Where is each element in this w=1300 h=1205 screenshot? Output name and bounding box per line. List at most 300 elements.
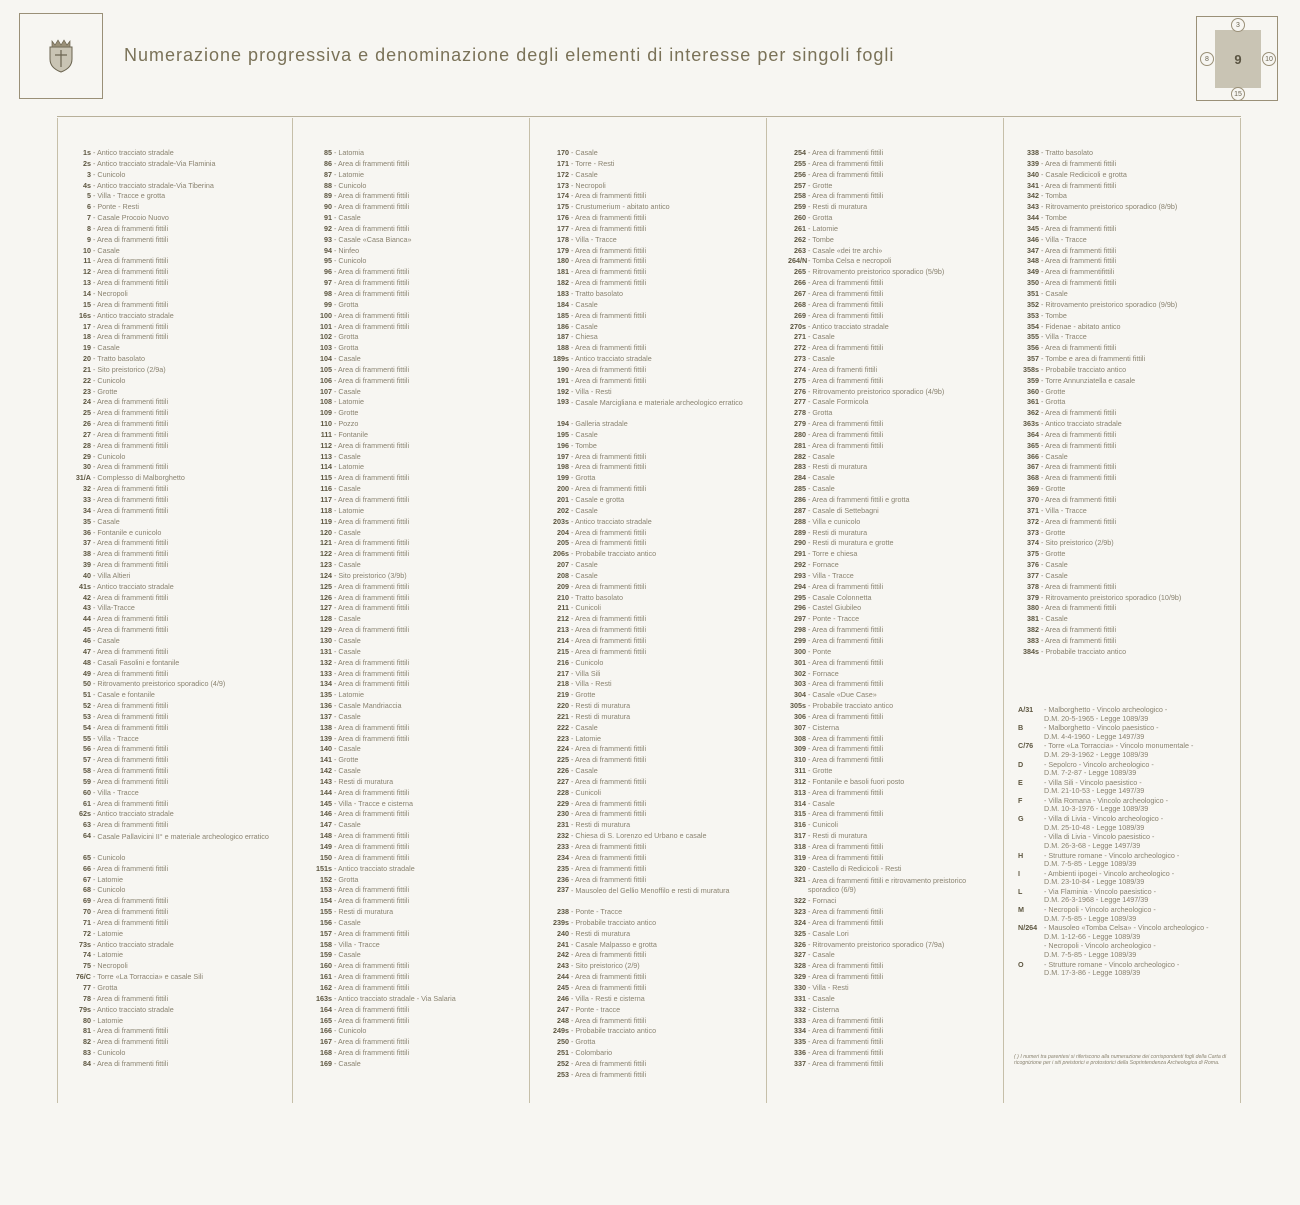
item-label: - Grotte: [334, 755, 359, 765]
item-label: - Area di frammenti fittili: [334, 603, 410, 613]
item-label: - Casale: [334, 213, 361, 223]
item-number: 80: [83, 1015, 91, 1025]
list-item: [788, 181, 992, 192]
item-number: 107: [320, 386, 332, 396]
item-number: 357: [1027, 354, 1039, 364]
list-item: [788, 582, 992, 593]
list-item: [1021, 571, 1181, 582]
item-label: - Tombe: [1041, 213, 1067, 223]
item-number: 44: [83, 614, 91, 624]
list-item: [314, 582, 456, 593]
list-item: [551, 170, 755, 181]
item-label: - Villa - Tracce: [1041, 505, 1087, 515]
list-item: [314, 853, 456, 864]
item-label: - Villa - Tracce: [1041, 332, 1087, 342]
list-item: [73, 918, 277, 929]
item-number: 157: [320, 928, 332, 938]
list-item: [73, 452, 277, 463]
item-label: - Area di frammenti fittili: [571, 744, 647, 754]
item-label: - Area di frammenti fittili: [93, 462, 169, 472]
list-item: [788, 820, 992, 831]
list-item: [73, 593, 277, 604]
item-number: 316: [794, 820, 806, 830]
list-item: [1021, 408, 1181, 419]
item-number: 363s: [1023, 419, 1039, 429]
item-label: - Casale: [571, 505, 598, 515]
item-number: 313: [794, 787, 806, 797]
item-number: 258: [794, 191, 806, 201]
item-number: 234: [557, 852, 569, 862]
list-item: [788, 636, 992, 647]
item-label: - Area di frammenti fittili: [93, 766, 169, 776]
item-label: - Grotte: [808, 766, 833, 776]
item-number: 84: [83, 1058, 91, 1068]
legend-code: L: [1018, 886, 1023, 896]
list-item: [788, 1048, 992, 1059]
item-label: - Area di frammenti fittili: [1041, 603, 1117, 613]
item-number: 171: [557, 158, 569, 168]
item-label: - Area di frammenti fittili: [571, 1058, 647, 1068]
item-number: 102: [320, 332, 332, 342]
item-label: - Area di frammenti fittili: [571, 484, 647, 494]
item-label: - Area di frammenti fittili: [571, 842, 647, 851]
legend-item: [1018, 942, 1234, 960]
item-label: - Ritrovamento preistorico sporadico (5/9b): [808, 267, 945, 277]
list-item: [73, 528, 277, 539]
item-number: 1s: [83, 148, 91, 157]
item-number: 179: [557, 245, 569, 255]
item-number: 180: [557, 256, 569, 266]
list-item: [314, 831, 456, 842]
list-item: [788, 170, 992, 181]
list-item: [551, 506, 755, 517]
list-item: [551, 1037, 755, 1048]
item-label: - Area di frammenti fittili: [334, 961, 410, 971]
item-label: - Area di frammenti fittili: [334, 896, 410, 906]
list-column-3: [551, 148, 755, 1081]
item-number: 176: [557, 213, 569, 223]
sheet-east: 10: [1262, 52, 1276, 66]
item-label: - Area di frammenti fittili: [93, 234, 169, 244]
item-label: - Resti di muratura: [808, 462, 868, 472]
item-label: - Area di frammenti fittili: [1041, 343, 1117, 353]
list-item: [1021, 278, 1181, 289]
item-label: - Area di frammenti fittili: [1041, 278, 1117, 288]
list-item: [788, 669, 992, 680]
item-label: - Area di frammenti fittili: [334, 657, 410, 667]
list-item: [314, 885, 456, 896]
item-label: - Tomba: [1041, 191, 1067, 201]
list-item: [788, 1026, 992, 1037]
item-label: - Casale: [571, 321, 598, 331]
list-item: [551, 950, 755, 961]
item-number: 15: [83, 299, 91, 309]
item-label: - Area di frammenti fittili: [808, 278, 884, 288]
item-label: - Torre «La Torraccia» e casale Sili: [93, 972, 203, 982]
item-number: 153: [320, 885, 332, 895]
list-item: [73, 560, 277, 571]
list-item: [788, 441, 992, 452]
item-number: 215: [557, 646, 569, 656]
item-number: 86: [324, 158, 332, 168]
item-number: 356: [1027, 343, 1039, 353]
legend-item: [1018, 888, 1234, 906]
list-item: [73, 300, 277, 311]
list-item: [551, 148, 755, 159]
list-item: [73, 332, 277, 343]
item-number: 151s: [316, 863, 332, 873]
list-item: [788, 224, 992, 235]
item-number: 211: [557, 603, 569, 613]
item-number: 89: [324, 191, 332, 201]
item-label: - Antico tracciato stradale: [334, 863, 415, 873]
item-label: - Sito preistorico (3/9b): [334, 570, 407, 580]
item-number: 382: [1027, 625, 1039, 635]
list-item: [551, 571, 755, 582]
list-item: [1021, 148, 1181, 159]
item-label: - Area di frammenti fittili: [93, 820, 169, 830]
list-item: [314, 679, 456, 690]
item-label: - Resti di muratura: [808, 527, 868, 537]
item-number: 251: [557, 1048, 569, 1058]
item-label: - Casale: [808, 484, 835, 494]
item-number: 173: [557, 180, 569, 190]
item-label: - Grotta: [334, 299, 359, 309]
item-number: 156: [320, 917, 332, 927]
list-item: [73, 462, 277, 473]
list-item: [73, 809, 277, 820]
item-number: 335: [794, 1037, 806, 1047]
item-label: - Area di frammenti fittili: [93, 440, 169, 450]
list-item: [314, 571, 456, 582]
item-label: - Area di frammenti fittili: [93, 495, 169, 504]
item-label: - Area di frammenti fittili: [334, 473, 410, 483]
list-item: [1021, 213, 1181, 224]
item-number: 229: [557, 798, 569, 808]
item-number: 154: [320, 896, 332, 906]
item-number: 332: [794, 1004, 806, 1014]
item-label: - Area di frammenti fittili: [93, 625, 169, 635]
list-item: [73, 343, 277, 354]
list-item: [551, 636, 755, 647]
item-label: - Ritrovamento preistorico sporadico (7/9a): [808, 939, 945, 949]
item-label: - Latomie: [93, 1015, 123, 1025]
footnote: ( ) I numeri tra parentesi si riferiscono alla numerazione dei corrispondenti fogli della Carta di ricognizione per i siti preistorici e protostorici della Soprintendenza Archeologica di Roma.: [1014, 1054, 1227, 1067]
item-number: 291: [794, 549, 806, 559]
list-item: [1021, 430, 1181, 441]
item-number: 236: [557, 874, 569, 884]
item-number: 61: [83, 798, 91, 808]
list-item: [73, 799, 277, 810]
item-number: 131: [320, 646, 332, 656]
legend-code: B: [1018, 723, 1024, 733]
item-label: - Area di frammenti fittili: [808, 310, 884, 320]
list-item: [1021, 560, 1181, 571]
list-item: [551, 462, 755, 473]
item-label: - Fornaci: [808, 896, 837, 906]
item-label: - Area di frammenti fittili: [808, 1058, 884, 1068]
item-label: - Area di frammenti fittili: [1041, 429, 1117, 439]
list-item: [551, 788, 755, 799]
list-item: [788, 289, 992, 300]
item-number: 182: [557, 278, 569, 288]
item-label: - Casale: [808, 473, 835, 483]
legend-item: [1018, 761, 1234, 779]
item-number: 47: [83, 646, 91, 656]
list-item: [1021, 354, 1181, 365]
item-number: 231: [557, 820, 569, 830]
item-label: - Area di frammenti fittili: [93, 1037, 169, 1047]
item-number: 71: [83, 917, 91, 927]
list-item: [788, 202, 992, 213]
item-label: - Probabile tracciato antico: [571, 1026, 657, 1036]
item-label: - Area di frammenti fittili: [808, 419, 884, 429]
item-number: 226: [557, 766, 569, 776]
list-item: [788, 191, 992, 202]
item-label: - Area di frammenti fittili: [571, 278, 647, 288]
item-label: - Casali Fasolini e fontanile: [93, 657, 180, 667]
item-number: 309: [794, 744, 806, 754]
list-item: [788, 159, 992, 170]
list-item: [73, 1016, 277, 1027]
item-label: - Cunicolo: [93, 852, 126, 862]
list-item: [551, 1059, 755, 1070]
item-label: - Casale: [808, 798, 835, 808]
list-item: [73, 278, 277, 289]
item-number: 168: [320, 1048, 332, 1058]
item-number: 230: [557, 809, 569, 819]
list-column-2: [314, 148, 456, 1070]
item-label: - Area di frammenti fittili: [93, 256, 169, 266]
current-sheet: 9: [1215, 30, 1261, 88]
item-number: 77: [83, 982, 91, 992]
item-label: - Area di frammenti fittili: [93, 332, 169, 342]
list-item: [788, 256, 992, 267]
list-item: [73, 246, 277, 257]
item-label: - Villa Altieri: [93, 570, 131, 580]
item-number: 104: [320, 354, 332, 364]
list-item: [73, 875, 277, 886]
item-label: - Area di frammenti fittili: [808, 917, 884, 927]
item-number: 322: [794, 896, 806, 906]
list-item: [314, 235, 456, 246]
list-item: [551, 625, 755, 636]
item-number: 303: [794, 679, 806, 689]
item-label: - Area di frammenti fittili: [334, 158, 410, 168]
item-number: 301: [794, 657, 806, 667]
item-label: - Area di frammenti fittili: [93, 267, 169, 277]
item-number: 381: [1027, 614, 1039, 624]
item-label: - Area di frammenti fittili: [334, 852, 410, 862]
coat-of-arms-icon: [47, 39, 75, 73]
legend-code: D: [1018, 759, 1024, 769]
item-number: 384s: [1023, 646, 1039, 656]
column-divider: [57, 118, 58, 1103]
item-label: - Ritrovamento preistorico sporadico (4/9b): [808, 386, 945, 396]
item-number: 183: [557, 288, 569, 298]
list-item: [314, 376, 456, 387]
item-label: - Villa - Tracce: [571, 234, 617, 244]
item-number: 282: [794, 451, 806, 461]
item-number: 48: [83, 657, 91, 667]
list-item: [551, 603, 755, 614]
list-item: [551, 777, 755, 788]
list-item: [551, 593, 755, 604]
list-item: [551, 181, 755, 192]
list-column-5: [1021, 148, 1181, 658]
item-label: - Area di frammenti fittili: [334, 549, 410, 559]
item-label: - Casale: [334, 711, 361, 721]
item-label: - Area di frammenti fittili: [334, 267, 410, 277]
item-label: - Area di frammenti fittili: [808, 787, 884, 797]
list-item: [73, 788, 277, 799]
item-number: 49: [83, 668, 91, 678]
item-number: 94: [324, 245, 332, 255]
item-number: 310: [794, 755, 806, 765]
item-label: - Area di frammenti fittili: [571, 538, 647, 548]
item-label: - Latomie: [93, 950, 123, 960]
item-number: 14: [83, 288, 91, 298]
item-label: - Fontanile: [334, 429, 368, 439]
list-item: [314, 1005, 456, 1016]
item-label: - Area di frammenti fittili: [808, 288, 884, 298]
item-number: 340: [1027, 169, 1039, 179]
list-item: [73, 885, 277, 896]
list-item: [1021, 593, 1181, 604]
list-item: [551, 256, 755, 267]
item-label: - Antico tracciato stradale: [93, 939, 174, 949]
item-label: - Area di frammenti fittili: [1041, 408, 1117, 418]
item-label: - Area di frammenti fittili: [571, 343, 647, 353]
list-item: [73, 202, 277, 213]
item-label: - Ritrovamento preistorico sporadico (10/9b): [1041, 592, 1182, 602]
list-item: [314, 354, 456, 365]
item-label: - Area di frammenti fittili: [808, 158, 884, 168]
list-item: [73, 256, 277, 267]
item-number: 223: [557, 733, 569, 743]
item-number: 133: [320, 668, 332, 678]
list-item: [314, 940, 456, 951]
item-number: 276: [794, 386, 806, 396]
item-label: - Latomie: [93, 928, 123, 938]
list-item: [314, 322, 456, 333]
item-number: 76/C: [75, 972, 91, 982]
item-label: - Area di frammenti fittili: [808, 148, 884, 157]
item-number: 254: [794, 148, 806, 157]
item-label: - Cunicolo: [334, 256, 367, 266]
list-item: [551, 202, 755, 213]
item-number: 362: [1027, 408, 1039, 418]
list-item: [73, 311, 277, 322]
item-number: 204: [557, 527, 569, 537]
item-label: - Casale: [93, 343, 120, 353]
item-label: - Area di frammenti fittili: [334, 722, 410, 732]
item-label: - Area di frammenti fittili: [334, 842, 410, 851]
list-item: [73, 538, 277, 549]
list-item: [551, 267, 755, 278]
item-number: 298: [794, 625, 806, 635]
item-label: - Area di frammenti fittili: [808, 842, 884, 851]
list-item: [1021, 614, 1181, 625]
list-item: [788, 376, 992, 387]
column-divider: [292, 118, 293, 1103]
item-label: - Pozzo: [334, 419, 359, 429]
list-item: [788, 831, 992, 842]
item-number: 123: [320, 560, 332, 570]
list-item: [551, 701, 755, 712]
item-number: 218: [557, 679, 569, 689]
item-label: - Casale Redicicoli e grotta: [1041, 169, 1127, 179]
list-item: [73, 419, 277, 430]
list-item: [73, 170, 277, 181]
item-number: 302: [794, 668, 806, 678]
list-item: [314, 332, 456, 343]
legend-text: - Sepolcro - Vincolo archeologico - D.M. 7-2-87 - Legge 1089/39: [1044, 759, 1154, 778]
item-number: 219: [557, 690, 569, 700]
legend-code: [1018, 942, 1044, 960]
item-number: 75: [83, 961, 91, 971]
item-number: 216: [557, 657, 569, 667]
item-number: 261: [794, 223, 806, 233]
item-number: 337: [794, 1058, 806, 1068]
item-label: - Resti di muratura: [571, 928, 631, 938]
list-item: [788, 1037, 992, 1048]
list-item: [1021, 289, 1181, 300]
list-item: [551, 1016, 755, 1027]
list-item: [788, 690, 992, 701]
item-label: - Casale: [1041, 570, 1068, 580]
item-label: - Resti di muratura: [571, 820, 631, 830]
item-number: 198: [557, 462, 569, 472]
list-item: [551, 734, 755, 745]
list-item: [551, 799, 755, 810]
legend-code: N/264: [1018, 923, 1038, 933]
legend-item: [1018, 706, 1234, 724]
legend-code: H: [1018, 850, 1024, 860]
list-item: [551, 853, 755, 864]
item-number: 244: [557, 972, 569, 982]
item-label: - Grotte: [93, 386, 118, 396]
list-item: [551, 538, 755, 549]
item-label: - Casale Colonnetta: [808, 592, 872, 602]
item-number: 265: [794, 267, 806, 277]
list-item: [551, 842, 755, 853]
item-number: 277: [794, 397, 806, 407]
item-number: 100: [320, 310, 332, 320]
list-item: [314, 452, 456, 463]
list-item: [314, 907, 456, 918]
item-number: 283: [794, 462, 806, 472]
item-label: - Area di frammenti fittili: [571, 809, 647, 819]
item-label: - Area di frammenti fittili: [808, 169, 884, 179]
item-number: 350: [1027, 278, 1039, 288]
item-label: - Area di frammenti fittili: [808, 961, 884, 971]
item-number: 136: [320, 701, 332, 711]
item-number: 125: [320, 581, 332, 591]
item-label: - Area di frammenti fittili: [93, 1026, 169, 1036]
item-label: - Casale Malpasso e grotta: [571, 939, 657, 949]
list-item: [788, 777, 992, 788]
item-label: - Area di frammenti fittili: [571, 245, 647, 255]
list-item: [788, 549, 992, 560]
item-number: 371: [1027, 505, 1039, 515]
list-item: [73, 614, 277, 625]
item-label: - Mausoleo del Gellio Menoffilo e resti di muratura: [571, 886, 730, 896]
list-item: [1021, 376, 1181, 387]
item-number: 360: [1027, 386, 1039, 396]
item-label: - Area di frammenti fittili: [808, 440, 884, 450]
list-item: [73, 224, 277, 235]
